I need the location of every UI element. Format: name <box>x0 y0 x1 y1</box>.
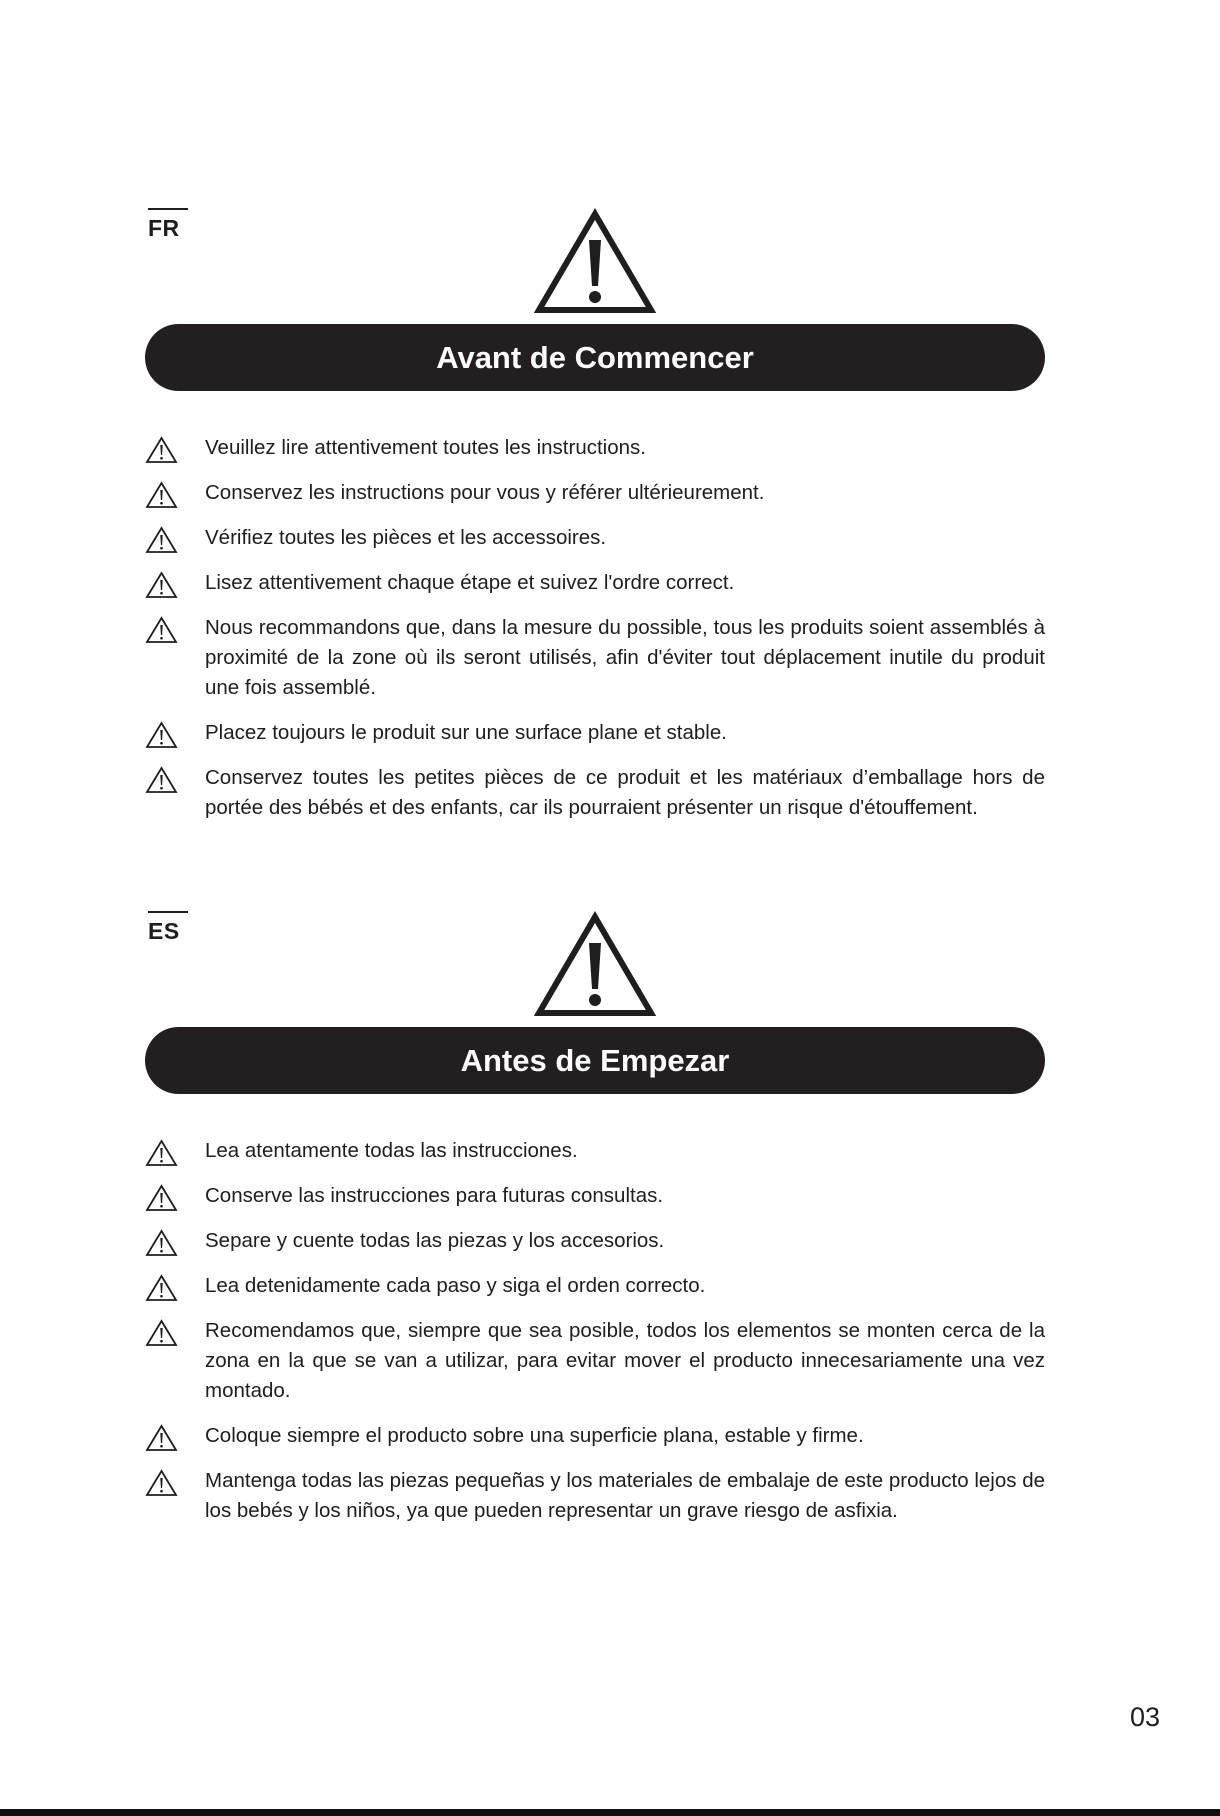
page-bottom-border <box>0 1809 1220 1816</box>
warning-triangle-icon <box>145 1469 178 1497</box>
list-item <box>145 1136 1045 1166</box>
list-item-text: Placez toujours le produit sur une surface plane et stable. <box>205 721 727 744</box>
list-item <box>145 1271 1045 1301</box>
warning-triangle-icon <box>534 911 656 1019</box>
page-number: 03 <box>1130 1702 1161 1732</box>
list-item-text: Separe y cuente todas las piezas y los accesorios. <box>205 1229 665 1252</box>
list-item <box>145 1181 1045 1211</box>
warning-triangle-icon <box>145 526 178 554</box>
warning-triangle-icon <box>145 1184 178 1212</box>
section-title-banner: Antes de Empezar <box>145 1027 1045 1094</box>
list-item <box>145 568 1045 598</box>
list-item-text: Lea atentamente todas las instrucciones. <box>205 1139 578 1162</box>
warning-triangle-icon <box>534 208 656 316</box>
list-item <box>145 613 1045 703</box>
warning-triangle-icon <box>145 1229 178 1257</box>
list-item <box>145 1466 1045 1526</box>
warning-triangle-icon <box>145 766 178 794</box>
list-item-text: Lisez attentivement chaque étape et suivez l'ordre correct. <box>205 571 735 594</box>
instruction-list <box>145 1136 1045 1541</box>
warning-triangle-icon <box>145 1139 178 1167</box>
warning-triangle-icon <box>145 436 178 464</box>
list-item-text: Vérifiez toutes les pièces et les accessoires. <box>205 526 607 549</box>
section-title-banner: Avant de Commencer <box>145 324 1045 391</box>
list-item <box>145 433 1045 463</box>
list-item-text: Lea detenidamente cada paso y siga el orden correcto. <box>205 1274 706 1297</box>
list-item <box>145 1226 1045 1256</box>
list-item <box>145 478 1045 508</box>
warning-triangle-icon <box>145 1424 178 1452</box>
list-item-text: Conservez les instructions pour vous y référer ultérieurement. <box>205 481 765 504</box>
warning-triangle-icon <box>145 481 178 509</box>
list-item <box>145 523 1045 553</box>
list-item-text: Coloque siempre el producto sobre una superficie plana, estable y firme. <box>205 1424 864 1447</box>
list-item-text: Nous recommandons que, dans la mesure du possible, tous les produits soient assemblés à proximité de la zone où ils seront utilisés, afin d'éviter tout déplacement inutile du produit une fois assemblé. <box>205 616 1045 699</box>
list-item-text: Recomendamos que, siempre que sea posible, todos los elementos se monten cerca de la zona en la que se van a utilizar, para evitar mover el producto innecesariamente una vez montado. <box>205 1319 1045 1402</box>
list-item <box>145 1316 1045 1406</box>
list-item <box>145 1421 1045 1451</box>
warning-triangle-icon <box>145 571 178 599</box>
warning-triangle-icon <box>145 1319 178 1347</box>
warning-triangle-icon <box>145 1274 178 1302</box>
warning-triangle-icon <box>145 616 178 644</box>
list-item-text: Mantenga todas las piezas pequeñas y los materiales de embalaje de este producto lejos de los bebés y los niños, ya que pueden representar un grave riesgo de asfixia. <box>205 1469 1045 1522</box>
list-item-text: Conserve las instrucciones para futuras consultas. <box>205 1184 664 1207</box>
language-tag-es: ES <box>148 911 188 943</box>
list-item-text: Conservez toutes les petites pièces de ce produit et les matériaux d’emballage hors de portée des bébés et des enfants, car ils pourraient présenter un risque d'étouffement. <box>205 766 1045 819</box>
warning-triangle-icon <box>145 721 178 749</box>
language-tag-fr: FR <box>148 208 188 240</box>
list-item <box>145 718 1045 748</box>
list-item <box>145 763 1045 823</box>
instruction-list <box>145 433 1045 838</box>
list-item-text: Veuillez lire attentivement toutes les instructions. <box>205 436 646 459</box>
